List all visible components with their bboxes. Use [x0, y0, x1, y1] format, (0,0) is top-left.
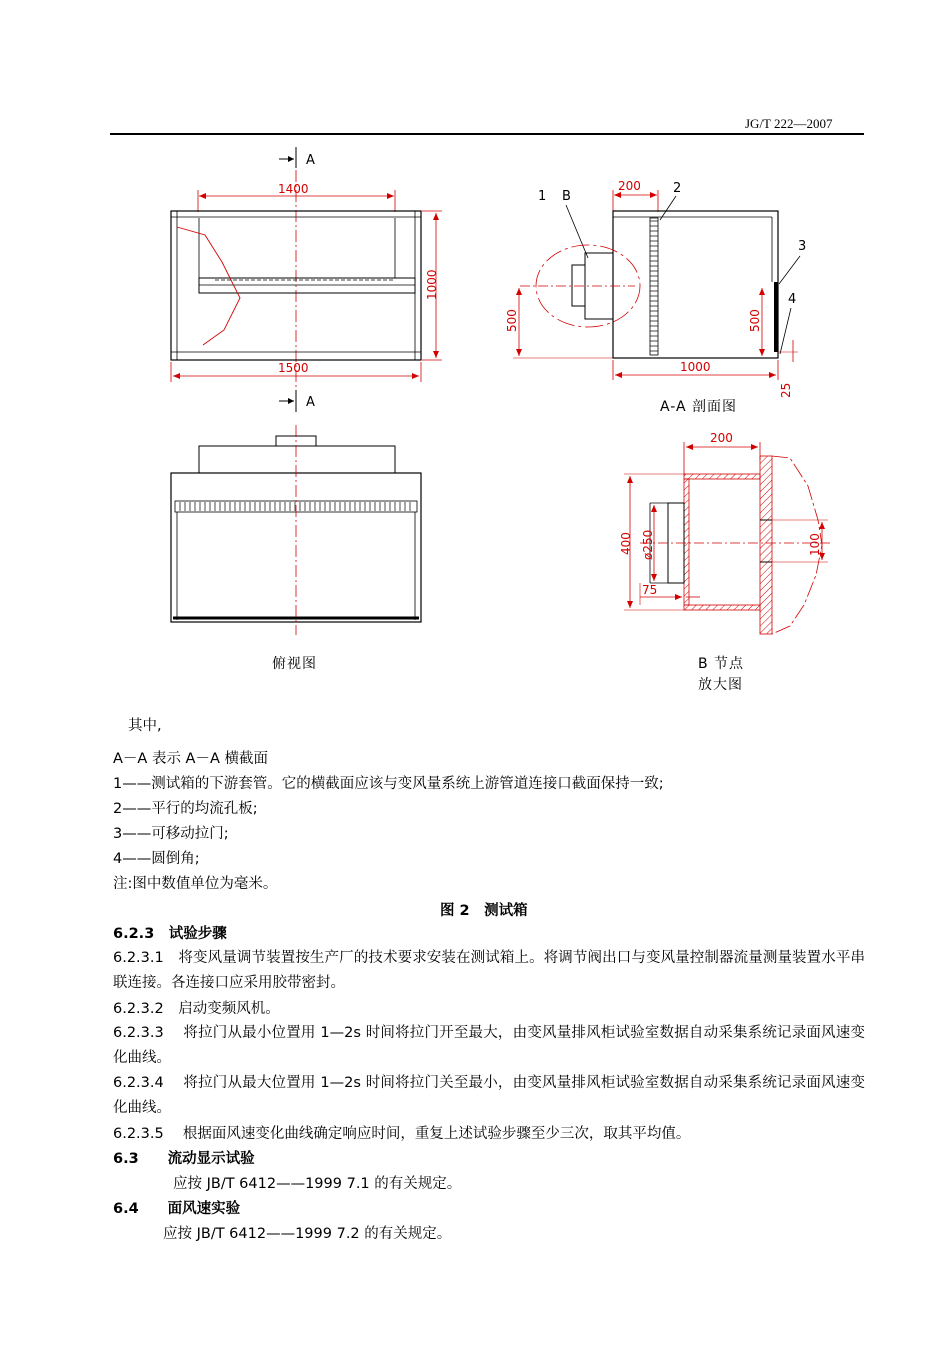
section-mark-top: A: [306, 153, 315, 168]
paragraph-6-2-3-3: 6.2.3.3 将拉门从最小位置用 1—2s 时间将拉门开至最大，由变风量排风柜试验室数据自动采集系统记录面风速变化曲线。: [113, 1025, 865, 1066]
detail-b-view: [619, 431, 830, 634]
section-dim-500-right: 500: [748, 309, 762, 332]
legend-note: 注:图中数值单位为毫米。: [113, 876, 278, 892]
legend-intro: 其中,: [128, 718, 162, 734]
detail-caption-1: B 节点: [698, 656, 745, 672]
detail-dim-100: 100: [808, 533, 822, 556]
section-dim-1000: 1000: [680, 360, 711, 374]
label-3: 3: [798, 239, 807, 254]
plan-dim-1500: 1500: [278, 361, 309, 375]
label-2: 2: [673, 181, 682, 196]
plan-dim-1400: 1400: [278, 182, 309, 196]
front-view: [171, 425, 421, 635]
legend-item: 3——可移动拉门;: [113, 826, 229, 842]
detail-dim-75: 75: [642, 583, 658, 597]
figure-caption: 图 2 测试箱: [440, 903, 528, 919]
detail-dim-phi250: ø250: [641, 529, 655, 560]
section-6-3-title: 6.3 流动显示试验: [113, 1151, 255, 1167]
plan-view-caption: 俯视图: [272, 656, 317, 672]
detail-caption-2: 放大图: [698, 677, 743, 693]
paragraph-6-2-3-2: 6.2.3.2 启动变频风机。: [113, 1001, 280, 1017]
legend-item: 1——测试箱的下游套管。它的横截面应该与变风量系统上游管道连接口截面保持一致;: [113, 776, 664, 792]
header-rule: [110, 133, 864, 135]
section-6-3-body: 应按 JB/T 6412——1999 7.1 的有关规定。: [173, 1176, 462, 1192]
label-4: 4: [788, 292, 797, 307]
plan-view: [171, 147, 442, 412]
detail-dim-200: 200: [710, 431, 733, 445]
paragraph-6-2-3-5: 6.2.3.5 根据面风速变化曲线确定响应时间，重复上述试验步骤至少三次，取其平均值。: [113, 1126, 691, 1142]
legend-item: A－A 表示 A－A 横截面: [113, 751, 269, 767]
section-view: [505, 179, 806, 398]
legend-item: 4——圆倒角;: [113, 851, 200, 867]
section-dim-500-left: 500: [505, 309, 519, 332]
paragraph-6-2-3-4: 6.2.3.4 将拉门从最大位置用 1—2s 时间将拉门关至最小，由变风量排风柜试验室数据自动采集系统记录面风速变化曲线。: [113, 1075, 865, 1116]
legend-item: 2——平行的均流孔板;: [113, 801, 258, 817]
section-dim-200: 200: [618, 179, 641, 193]
section-mark-bottom: A: [306, 395, 315, 410]
test-box-figure: [0, 140, 952, 700]
section-6-4-title: 6.4 面风速实验: [113, 1201, 241, 1217]
section-dim-25: 25: [779, 382, 793, 398]
section-6-4-body: 应按 JB/T 6412——1999 7.2 的有关规定。: [163, 1226, 452, 1242]
detail-dim-400: 400: [619, 532, 633, 555]
label-1: 1: [538, 189, 547, 204]
section-6-2-3-title: 6.2.3 试验步骤: [113, 926, 227, 942]
label-b: B: [562, 189, 571, 204]
paragraph-6-2-3-1: 6.2.3.1 将变风量调节装置按生产厂的技术要求安装在测试箱上。将调节阀出口与变风量控制器流量测量装置水平串联连接。各连接口应采用胶带密封。: [113, 950, 865, 991]
perforated-plate: [650, 221, 658, 351]
standard-code: JG/T 222—2007: [745, 116, 833, 131]
perforated-plate-holes: [180, 502, 410, 511]
section-view-caption: A-A 剖面图: [660, 399, 738, 415]
plan-dim-1000: 1000: [425, 269, 439, 300]
